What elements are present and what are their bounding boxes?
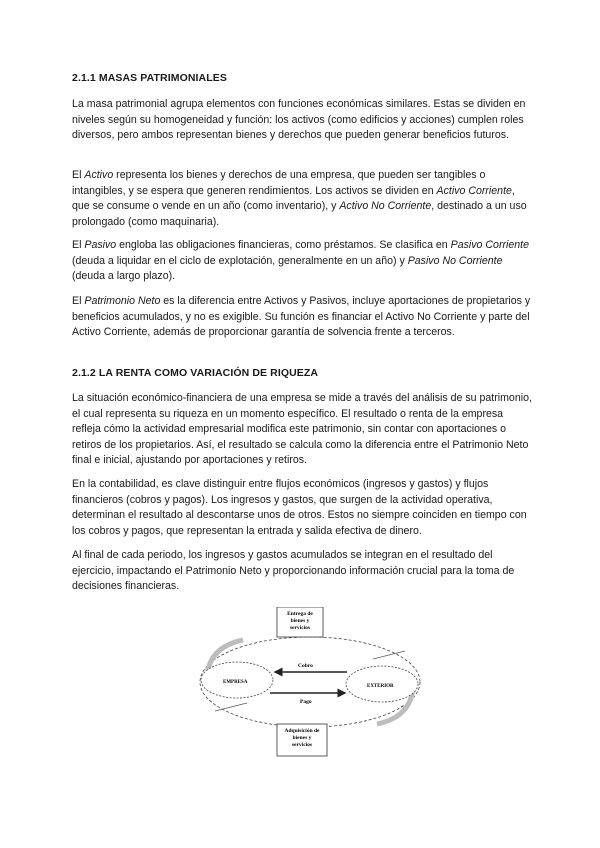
term-pasivo: Pasivo [84,239,117,251]
top-box-line-1: Entrega de [287,611,313,617]
tick-line [215,703,247,711]
cobro-label: Cobro [298,663,313,669]
section-title-masas: 2.1.1 MASAS PATRIMONIALES [72,72,227,84]
term-pasivo-no-corriente: Pasivo No Corriente [407,254,503,267]
paragraph: En la contabilidad, es clave distinguir entre flujos económicos (ingresos y gastos) y flujos financieros (cobros y pagos). Los ingresos y gastos, que surgen de la actividad operativa, determinan el resultado al descontarse unos de otros. Estos no siempre coinciden en tiempo con los cobros y pagos, que representan la entrada y salida efectiva de dinero. [72,478,527,537]
top-box-line-2: bienes y [290,618,310,624]
term-activo-corriente: Activo Corriente [436,184,512,197]
term-activo-no-corriente: Activo No Corriente [339,200,432,213]
paragraph: El Patrimonio Neto es la diferencia entre Activos y Pasivos, incluye aportaciones de propietarios y beneficios acumulados, y no es exigible. Su función es financiar el Activo No Corriente y parte del Activo Corriente, además de proporcionar garantía de solvencia frente a terceros. [72,295,531,339]
bottom-box-line-3: servicios [291,742,313,748]
tick-line [373,651,405,659]
paragraph: El Activo representa los bienes y derechos de una empresa, que pueden ser tangibles o intangibles, y se espera que generen rendimientos. Los activos se dividen en Activo Corriente, que se consume o vende en un año (como inventario), y Activo No Corriente, destinado a un uso prolongado (como maquinaria). [72,169,527,228]
pago-label: Pago [300,699,312,705]
top-box-line-3: servicios [289,625,311,631]
flow-diagram [195,607,425,757]
term-activo: Activo [84,169,114,181]
paragraph: La situación económico-financiera de una empresa se mide a través del análisis de su patrimonio, el cual representa su riqueza en un momento específico. El resultado o renta de la empresa refleja cómo la actividad empresarial modifica este patrimonio, sin contar con aportaciones o retiros de los propietarios. Así, el resultado se calcula como la diferencia entre el Patrimonio Neto final e inicial, ajustando por aportaciones y retiros. [72,392,532,467]
empresa-label: EMPRESA [223,680,248,685]
bottom-box-line-1: Adquisición de [284,728,320,734]
exterior-label: EXTERIOR [367,684,394,689]
term-pasivo-corriente: Pasivo Corriente [450,239,529,251]
paragraph: La masa patrimonial agrupa elementos con funciones económicas similares. Estas se dividen en niveles según su homogeneidad y función: los activos (como edificios y acciones) cumplen roles diversos, pero ambos representan bienes y derechos que pueden generar beneficios futuros. [72,98,526,142]
section-title-renta: 2.1.2 LA RENTA COMO VARIACIÓN DE RIQUEZA [72,367,319,379]
bottom-box-line-2: bienes y [292,735,312,741]
paragraph: El Pasivo engloba las obligaciones financieras, como préstamos. Se clasifica en Pasivo Corriente (deuda a liquidar en el ciclo de explotación, generalmente en un año) y Pasivo No Corriente (deuda a largo plazo). [72,239,529,283]
term-patrimonio-neto: Patrimonio Neto [84,295,161,307]
paragraph: Al final de cada periodo, los ingresos y gastos acumulados se integran en el resultado del ejercicio, impactando el Patrimonio Neto y proporcionando información crucial para la toma de decisiones financieras. [72,549,515,593]
